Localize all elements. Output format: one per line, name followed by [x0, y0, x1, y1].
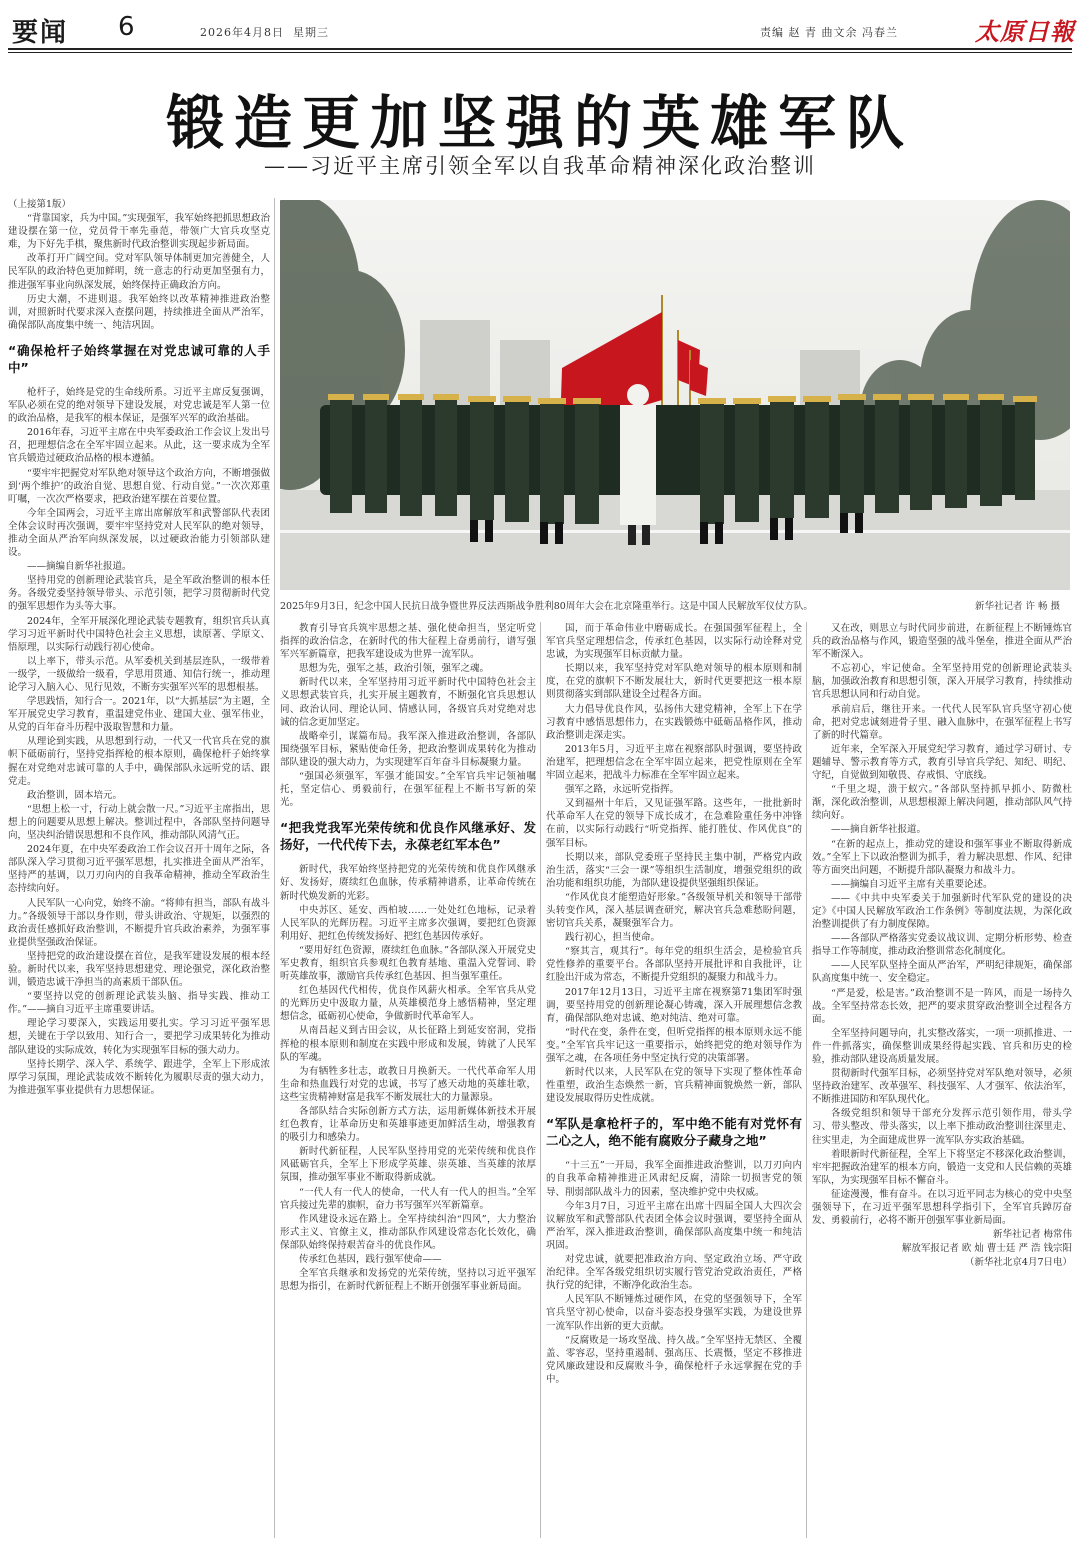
paragraph: “要坚持以党的创新理论武装头脑、指导实践、推动工作。”——摘自习近平主席重要讲话。 — [8, 991, 270, 1016]
paragraph: ——摘编自新华社报道。 — [27, 561, 132, 573]
page-number: 6 — [118, 12, 135, 42]
paragraph: 学思践悟，知行合一。2021年，以“大抓基层”为主题，全军开展党史学习教育，重温建党伟业、建国大业、强军伟业，从党的百年奋斗历程中汲取智慧和力量。 — [8, 696, 270, 734]
weekday-text: 星期三 — [293, 26, 329, 39]
paragraph: 今年3月7日，习近平主席在出席十四届全国人大四次会议解放军和武警部队代表团全体会议时强调，要坚持全面从严治军，深入推进政治整训，确保部队高度集中统一和纯洁巩固。 — [546, 1200, 802, 1251]
paragraph: 2016年春，习近平主席在中央军委政治工作会议上发出号召，把理想信念在全军牢固立起来。从此，这一要求成为全军官兵锻造过硬政治品格的根本遵循。 — [8, 427, 270, 465]
paragraph: “十三五”一开局，我军全面推进政治整训，以刀刃向内的自我革命精神推进正风肃纪反腐，清除一切损害党的领导、削弱部队战斗力的因素，坚决维护党中央权威。 — [546, 1160, 802, 1198]
paragraph: ——各部队严格落实党委议战议训、定期分析形势、检查指导工作等制度，推动政治整训常态化制度化。 — [812, 933, 1072, 958]
section-subtitle: “军队是拿枪杆子的，军中绝不能有对党怀有二心之人，绝不能有腐败分子藏身之地” — [546, 1116, 802, 1149]
paragraph: ——《中共中央军委关于加强新时代军队党的建设的决定》《中国人民解放军政治工作条例》等制度法规，为深化政治整训提供了有力制度保障。 — [812, 892, 1072, 931]
column-3 — [546, 622, 802, 1538]
paragraph: 从南昌起义到古田会议，从长征路上到延安窑洞，党指挥枪的根本原则和制度在实践中形成和发展，铸就了人民军队的军魂。 — [280, 1025, 536, 1063]
paragraph: 着眼新时代新征程，全军上下将坚定不移深化政治整训，牢牢把握政治建军的根本方向，锻造一支党和人民信赖的英雄军队，为实现强军目标不懈奋斗。 — [812, 1148, 1072, 1186]
masthead — [0, 0, 1080, 48]
paragraph: 2017年12月13日，习近平主席在视察第71集团军时强调，要坚持用党的创新理论凝心铸魂，深入开展理想信念教育，确保部队绝对忠诚、绝对纯洁、绝对可靠。 — [546, 986, 802, 1024]
paragraph: 征途漫漫，惟有奋斗。在以习近平同志为核心的党中央坚强领导下，在习近平强军思想科学指引下，全军官兵踔厉奋发、勇毅前行，必将不断开创强军事业新局面。 — [812, 1188, 1072, 1227]
paragraph: “在新的起点上，推动党的建设和强军事业不断取得新成效。”全军上下以政治整训为抓手，着力解决思想、作风、纪律等方面突出问题，不断提升部队凝聚力和战斗力。 — [812, 838, 1072, 876]
paragraph: 改革打开广阔空间。党对军队领导体制更加完善健全，人民军队的政治特色更加鲜明，统一意志的行动更加坚强有力，推进强军事业向纵深发展，始终保持正确政治方向。 — [8, 253, 270, 291]
paragraph: 坚持把党的政治建设摆在首位，是我军建设发展的根本经验。新时代以来，我军坚持思想建党、理论强党，深化政治整训，锻造忠诚干净担当的高素质干部队伍。 — [8, 950, 270, 989]
paragraph: 全军坚持问题导向，扎实整改落实，一项一项抓推进、一件一件抓落实，确保整训成果经得起实践、官兵和历史的检验，推动部队建设高质量发展。 — [812, 1027, 1072, 1065]
paragraph: 2024年，全军开展深化理论武装专题教育，组织官兵认真学习习近平新时代中国特色社会主义思想，读原著、学原文、悟原理，以实际行动践行初心使命。 — [8, 615, 270, 653]
paragraph: “一代人有一代人的使命，一代人有一代人的担当。”全军官兵接过先辈的旗帜，奋力书写强军兴军新篇章。 — [280, 1186, 536, 1211]
paragraph: 作风建设永远在路上。全军持续纠治“四风”，大力整治形式主义、官僚主义，推动部队作风建设常态化长效化，确保部队始终保持艰苦奋斗的优良作风。 — [280, 1213, 536, 1251]
issue-date — [200, 24, 329, 40]
paragraph: “察其言，观其行”。每年党的组织生活会，是检验官兵党性修养的重要平台。各部队坚持开展批评和自我批评，让红脸出汗成为常态，不断提升党组织的凝聚力和战斗力。 — [546, 946, 802, 984]
photo-credit: 新华社记者 许 畅 摄 — [974, 601, 1060, 612]
paragraph: “背靠国家，兵为中国。”实现强军，我军始终把抓思想政治建设摆在第一位，党员骨干率先垂范，带领广大官兵攻坚克难，为下好先手棋，聚焦新时代政治整训实现起步新局面。 — [8, 213, 270, 251]
paragraph: “强国必须强军，军强才能国安。”全军官兵牢记领袖嘱托，坚定信心、勇毅前行，在强军征程上不断书写新的荣光。 — [280, 771, 536, 809]
masthead-rule-thin — [8, 52, 1072, 53]
paragraph: 又在改，则思立与时代同步前进，在新征程上不断锤炼官兵的政治品格与作风，锻造坚强的战斗堡垒，推进全面从严治军不断深入。 — [812, 623, 1072, 661]
photo-caption — [280, 598, 1070, 612]
continued-tag: （上接第1版） — [8, 199, 72, 210]
paragraph: 政治整训，固本培元。 — [27, 789, 123, 801]
editor-credits: 责编 赵 青 曲文余 冯春兰 — [760, 26, 898, 39]
paragraph: 红色基因代代相传，优良作风薪火相承。全军官兵从党的光辉历史中汲取力量，从英雄模范身上感悟精神，坚定理想信念，砥砺初心使命，争做新时代革命军人。 — [280, 985, 536, 1023]
paragraph: 不忘初心，牢记使命。全军坚持用党的创新理论武装头脑，加强政治教育和思想引领，深入开展学习教育，持续推动官兵思想认同和行动自觉。 — [812, 663, 1072, 701]
paragraph: 近年来，全军深入开展党纪学习教育，通过学习研讨、专题辅导、警示教育等方式，教育引导官兵学纪、知纪、明纪、守纪，自觉做到知敬畏、存戒惧、守底线。 — [812, 743, 1072, 782]
paragraph: 人民军队不断锤炼过硬作风，在党的坚强领导下，全军官兵坚守初心使命，以奋斗姿态投身强军实践，为建设世界一流军队作出新的更大贡献。 — [546, 1294, 802, 1332]
paragraph: “要用好红色资源，赓续红色血脉。”各部队深入开展党史军史教育，组织官兵参观红色教育基地、重温入党誓词、聆听英雄故事，激励官兵传承红色基因、担当强军重任。 — [280, 944, 536, 983]
paragraph: 强军之路，永远听党指挥。 — [565, 784, 680, 796]
paragraph: 今年全国两会，习近平主席出席解放军和武警部队代表团全体会议时再次强调，要牢牢坚持党对人民军队的绝对领导，推动全面从严治军向纵深发展，以过硬政治能力引领部队建设。 — [8, 507, 270, 559]
paragraph: “反腐败是一场攻坚战、持久战。”全军坚持无禁区、全覆盖、零容忍，坚持重遏制、强高压、长震慑，坚定不移推进党风廉政建设和反腐败斗争，确保枪杆子永远掌握在党的手中。 — [546, 1334, 802, 1385]
paragraph: ——人民军队坚持全面从严治军，严明纪律规矩，确保部队高度集中统一、安全稳定。 — [812, 960, 1072, 985]
paragraph: 又到福州十年后，又见证强军路。这些年，一批批新时代革命军人在党的领导下成长成才，在急难险重任务中冲锋在前，以实际行动践行“听党指挥、能打胜仗、作风优良”的强军目标。 — [546, 798, 802, 849]
column-1 — [8, 198, 270, 1538]
paragraph: 贯彻新时代强军目标，必须坚持党对军队绝对领导，必须坚持政治建军、改革强军、科技强军、人才强军、依法治军，不断推进国防和军队现代化。 — [812, 1068, 1072, 1106]
leader-uniform — [620, 405, 656, 525]
paragraph: 为有牺牲多壮志，敢教日月换新天。一代代革命军人用生命和热血践行对党的忠诚，书写了感天动地的英雄壮歌，这些宝贵精神财富是我军不断发展壮大的力量源泉。 — [280, 1065, 536, 1103]
section-subtitle: “确保枪杆子始终掌握在对党忠诚可靠的人手中” — [8, 342, 270, 375]
paragraph: “要牢牢把握党对军队绝对领导这个政治方向，不断增强做到‘两个维护’的政治自觉、思想自觉、行动自觉。”一次次郑重叮嘱，一次次严格要求，把政治建军摆在首要位置。 — [8, 467, 270, 505]
paragraph: 从理论到实践，从思想到行动，一代又一代官兵在党的旗帜下砥砺前行，坚持党指挥枪的根本原则，确保枪杆子始终掌握在对党绝对忠诚可靠的人手中，确保部队永远听党的话、跟党走。 — [8, 736, 270, 787]
column-2 — [280, 622, 536, 1538]
paragraph: 长期以来，部队党委班子坚持民主集中制，严格党内政治生活，落实“三会一课”等组织生活制度，增强党组织的政治功能和组织功能，为部队建设提供坚强组织保证。 — [546, 851, 802, 889]
paragraph: 思想为先，强军之基，政治引领，强军之魂。 — [299, 663, 490, 675]
paragraph: 新时代新征程，人民军队坚持用党的光荣传统和优良作风砥砺官兵，全军上下形成学英雄、崇英雄、当英雄的浓厚氛围，推动强军事业不断取得新成就。 — [280, 1146, 536, 1184]
paragraph: ——摘自新华社报道。 — [831, 824, 927, 836]
paragraph: 教育引导官兵筑牢思想之基、强化使命担当，坚定听党指挥的政治信念，在新时代的伟大征程上奋勇前行，谱写强军兴军新篇章，把我军建设成为世界一流军队。 — [280, 623, 536, 661]
paragraph: “思想上松一寸，行动上就会散一尺。”习近平主席指出，思想上的问题要从思想上解决。整训过程中，各部队坚持问题导向，坚决纠治错误思想和不良作风，推动部队风清气正。 — [8, 803, 270, 842]
masthead-rule — [8, 48, 1072, 50]
paragraph: 长期以来，我军坚持党对军队绝对领导的根本原则和制度，在党的旗帜下不断发展壮大，新时代更要把这一根本原则贯彻落实到部队建设全过程各方面。 — [546, 663, 802, 701]
paragraph: ——摘编自习近平主席有关重要论述。 — [831, 878, 993, 890]
column-rule — [274, 198, 275, 1538]
paragraph: “千里之堤，溃于蚁穴。”各部队坚持抓早抓小、防微杜渐，深化政治整训，从思想根源上解决问题，推动部队风气持续向好。 — [812, 784, 1072, 822]
paragraph: 大力倡导优良作风，弘扬伟大建党精神，全军上下在学习教育中感悟思想伟力，在实践锻炼中砥砺品格作风，推动政治整训走深走实。 — [546, 703, 802, 741]
section-title: 要闻 — [12, 18, 69, 48]
paragraph: 新时代以来，人民军队在党的领导下实现了整体性革命性重塑，政治生态焕然一新，官兵精神面貌焕然一新，部队建设发展取得历史性成就。 — [546, 1067, 802, 1105]
section-subtitle: “把我党我军光荣传统和优良作风继承好、发扬好，一代代传下去，永葆老红军本色” — [280, 820, 536, 853]
paragraph: “时代在变，条件在变，但听党指挥的根本原则永远不能变。”全军官兵牢记这一重要指示，始终把党的绝对领导作为强军之魂，在各项任务中坚定执行党的决策部署。 — [546, 1026, 802, 1064]
paragraph: 全军官兵继承和发扬党的光荣传统，坚持以习近平强军思想为指引，在新时代新征程上不断开创强军事业新局面。 — [280, 1268, 536, 1293]
paragraph: 人民军队一心向党，始终不渝。“将帅有担当，部队有战斗力。”各级领导干部以身作则，带头讲政治、守规矩，以强烈的政治责任感抓好政治整训，不断提升官兵政治素养，为强军事业提供坚强政治保证。 — [8, 897, 270, 948]
parade-photo — [280, 200, 1070, 590]
paragraph: 理论学习要深入，实践运用要扎实。学习习近平强军思想，关键在于学以致用、知行合一，要把学习成果转化为推动部队建设的实际成效，转化为实现强军目标的强大动力。 — [8, 1018, 270, 1056]
parade-illustration — [280, 200, 1070, 590]
paragraph: 各部队结合实际创新方式方法，运用新媒体新技术开展红色教育，让革命历史和英雄事迹更加鲜活生动，增强教育的吸引力和感染力。 — [280, 1106, 536, 1144]
paragraph: “作风优良才能塑造好形象。”各级领导机关和领导干部带头转变作风，深入基层调查研究，解决官兵急难愁盼问题，密切官兵关系，凝聚强军合力。 — [546, 891, 802, 930]
caption-text: 2025年9月3日，纪念中国人民抗日战争暨世界反法西斯战争胜利80周年大会在北京隆重举行。这是中国人民解放军仪仗方队。 — [280, 601, 813, 612]
paragraph: 2013年5月，习近平主席在视察部队时强调，要坚持政治建军，把理想信念在全军牢固立起来，把党性原则在全军牢固立起来，把战斗力标准在全军牢固立起来。 — [546, 743, 802, 782]
column-rule — [540, 622, 541, 1538]
paragraph: 坚持用党的创新理论武装官兵，是全军政治整训的根本任务。各级党委坚持领导带头、示范引领，把学习贯彻新时代党的强军思想作为头等大事。 — [8, 575, 270, 613]
paragraph: 以上率下，带头示范。从军委机关到基层连队，一级带着一级学，一级做给一级看，学思用贯通、知信行统一，推动理论学习入脑入心、见行见效，不断夯实强军兴军的思想根基。 — [8, 655, 270, 693]
paragraph: 国，而于革命伟业中磨砺成长。在强国强军征程上，全军官兵坚定理想信念，传承红色基因，以实际行动诠释对党忠诚，为实现强军目标贡献力量。 — [546, 623, 802, 661]
paragraph: 历史大潮，不进则退。我军始终以改革精神推进政治整训，对照新时代要求深入查摆问题，持续推进全面从严治军，确保部队高度集中统一、纯洁巩固。 — [8, 293, 270, 331]
date-text: 2026年4月8日 — [200, 26, 284, 39]
newspaper-logo: 太原日報 — [975, 17, 1075, 46]
paragraph: 战略牵引，谋篇布局。我军深入推进政治整训，各部队围绕强军目标，紧贴使命任务，把政治整训成果转化为推动部队建设的强大动力，为实现建军百年奋斗目标凝聚力量。 — [280, 730, 536, 768]
paragraph: 坚持长期学、深入学、系统学、跟进学，全军上下形成浓厚学习氛围，理论武装成效不断转化为履职尽责的强大动力，为推进强军事业提供有力思想保证。 — [8, 1058, 270, 1096]
paragraph: 对党忠诚，就要把准政治方向、坚定政治立场、严守政治纪律。全军各级党组织切实履行管党治党政治责任，严格执行党的纪律，不断净化政治生态。 — [546, 1254, 802, 1292]
column-rule — [806, 622, 807, 1538]
paragraph: 新时代以来，全军坚持用习近平新时代中国特色社会主义思想武装官兵，扎实开展主题教育，不断强化官兵思想认同、政治认同、理论认同、情感认同，各级官兵对党绝对忠诚的信念更加坚定。 — [280, 677, 536, 728]
paragraph: 2024年夏，在中央军委政治工作会议召开十周年之际，各部队深入学习贯彻习近平强军思想，扎实推进全面从严治军，坚持严的基调，以刀刃向内的自我革命精神，推动全军政治生态持续向好。 — [8, 844, 270, 895]
column-4 — [812, 622, 1072, 1538]
paragraph: 承前启后，继往开来。一代代人民军队官兵坚守初心使命，把对党忠诚刻进骨子里、融入血脉中，在强军征程上书写了新的时代篇章。 — [812, 703, 1072, 741]
dateline: （新华社北京4月7日电） — [964, 1257, 1072, 1269]
article-subheadline: ——习近平主席引领全军以自我革命精神深化政治整训 — [264, 154, 816, 178]
paragraph: 传承红色基因，践行强军使命—— — [299, 1254, 442, 1266]
paragraph: 践行初心，担当使命。 — [565, 932, 661, 944]
byline: 新华社记者 梅常伟 — [992, 1229, 1072, 1241]
paragraph: 新时代，我军始终坚持把党的光荣传统和优良作风继承好、发扬好，赓续红色血脉，传承精神谱系，让革命传统在新时代焕发新的光彩。 — [280, 864, 536, 902]
paragraph: “严是爱，松是害。”政治整训不是一阵风，而是一场持久战。全军坚持常态长效，把严的要求贯穿政治整训全过程各方面。 — [812, 987, 1072, 1025]
paragraph: 中央苏区、延安、西柏坡……一处处红色地标，记录着人民军队的光辉历程。习近平主席多次强调，要把红色资源利用好、把红色传统发扬好、把红色基因传承好。 — [280, 904, 536, 942]
article-headline: 锻造更加坚强的英雄军队 — [165, 89, 914, 157]
byline: 解放军报记者 欧 灿 曹士廷 严 浩 钱宗阳 — [901, 1243, 1072, 1255]
paragraph: 枪杆子，始终是党的生命线所系。习近平主席反复强调，军队必须在党的绝对领导下建设发展，对党忠诚是军人第一位的政治品格，是我军的根本保证，是强军兴军的政治基础。 — [8, 386, 270, 425]
paragraph: 各级党组织和领导干部充分发挥示范引领作用，带头学习、带头整改、带头落实，以上率下推动政治整训往深里走、往实里走，为全面建成世界一流军队夯实政治基础。 — [812, 1108, 1072, 1146]
